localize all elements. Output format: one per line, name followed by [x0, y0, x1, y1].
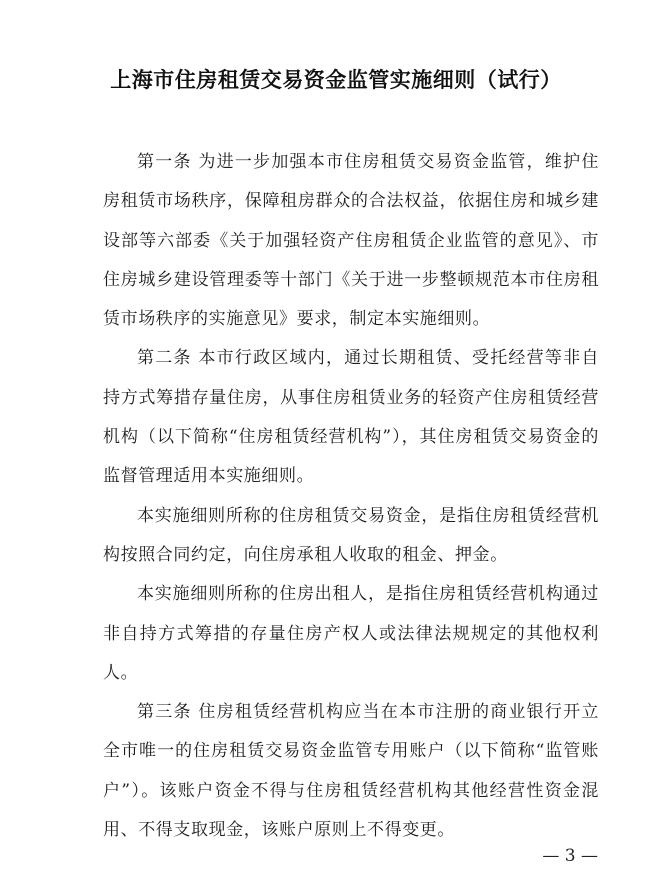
document-title: 上海市住房租赁交易资金监管实施细则（试行） — [110, 68, 562, 92]
document-body — [103, 143, 599, 850]
paragraph-lessor-definition: 本实施细则所称的住房出租人，是指住房租赁经营机构通过非自持方式筹措的存量住房产权人或法律法规规定的其他权利人。 — [103, 584, 599, 683]
page-number: — 3 — — [542, 846, 598, 866]
paragraph-article-3: 第三条 住房租赁经营机构应当在本市注册的商业银行开立全市唯一的住房租赁交易资金监管专用账户（以下简称“监管账户”）。该账户资金不得与住房租赁经营机构其他经营性资金混用、不得支取现金，该账户原则上不得变更。 — [103, 702, 599, 841]
paragraph-funds-definition: 本实施细则所称的住房租赁交易资金，是指住房租赁经营机构按照合同约定，向住房承租人收取的租金、押金。 — [103, 505, 599, 565]
paragraph-article-2: 第二条 本市行政区域内，通过长期租赁、受托经营等非自持方式筹措存量住房，从事住房租赁业务的轻资产住房租赁经营机构（以下简称“住房租赁经营机构”），其住房租赁交易资金的监督管理适用本实施细则。 — [103, 348, 599, 487]
paragraph-article-1: 第一条 为进一步加强本市住房租赁交易资金监管，维护住房租赁市场秩序，保障租房群众的合法权益，依据住房和城乡建设部等六部委《关于加强轻资产住房租赁企业监管的意见》、市住房城乡建设管理委等十部门《关于进一步整顿规范本市住房租赁市场秩序的实施意见》要求，制定本实施细则。 — [103, 152, 599, 330]
